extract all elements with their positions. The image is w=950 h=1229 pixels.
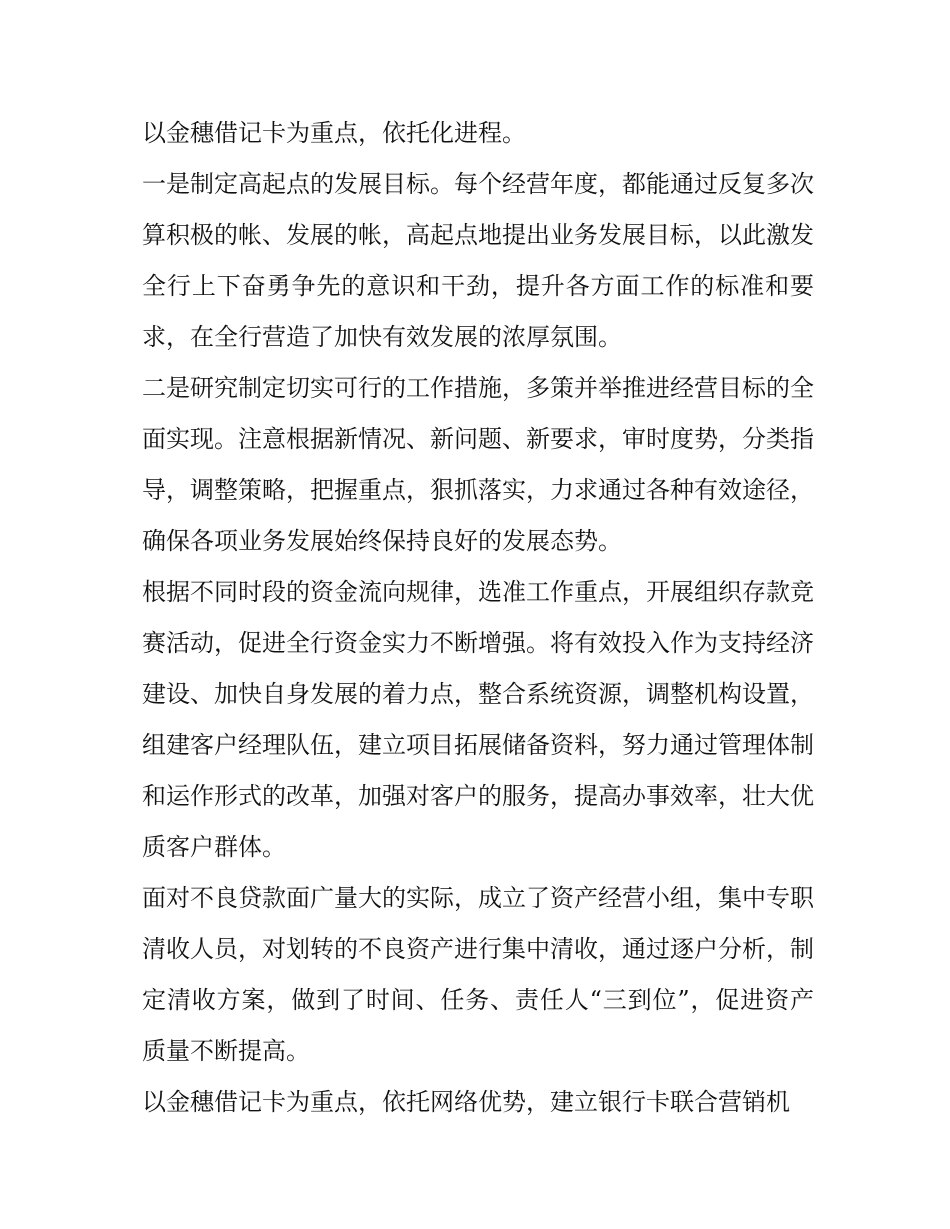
paragraph-5: 面对不良贷款面广量大的实际，成立了资产经营小组，集中专职清收人员，对划转的不良资产进行集中清收，通过逐户分析，制定清收方案，做到了时间、任务、责任人“三到位”，促进资产质量不断提高。 [142, 884, 814, 1065]
paragraph-2: 一是制定高起点的发展目标。每个经营年度，都能通过反复多次算积极的帐、发展的帐，高起点地提出业务发展目标，以此激发全行上下奋勇争先的意识和干劲，提升各方面工作的标准和要求，在全行营造了加快有效发展的浓厚氛围。 [142, 170, 814, 351]
paragraph-6: 以金穗借记卡为重点，依托网络优势，建立银行卡联合营销机 [142, 1088, 790, 1116]
paragraph-3: 二是研究制定切实可行的工作措施，多策并举推进经营目标的全面实现。注意根据新情况、新问题、新要求，审时度势，分类指导，调整策略，把握重点，狠抓落实，力求通过各种有效途径，确保各项业务发展始终保持良好的发展态势。 [142, 374, 814, 555]
paragraph-1: 以金穗借记卡为重点，依托化进程。 [142, 119, 526, 147]
document-body [142, 108, 814, 1128]
paragraph-4: 根据不同时段的资金流向规律，选准工作重点，开展组织存款竞赛活动，促进全行资金实力不断增强。将有效投入作为支持经济建设、加快自身发展的着力点，整合系统资源，调整机构设置，组建客户经理队伍，建立项目拓展储备资料，努力通过管理体制和运作形式的改革，加强对客户的服务，提高办事效率，壮大优质客户群体。 [142, 578, 814, 861]
